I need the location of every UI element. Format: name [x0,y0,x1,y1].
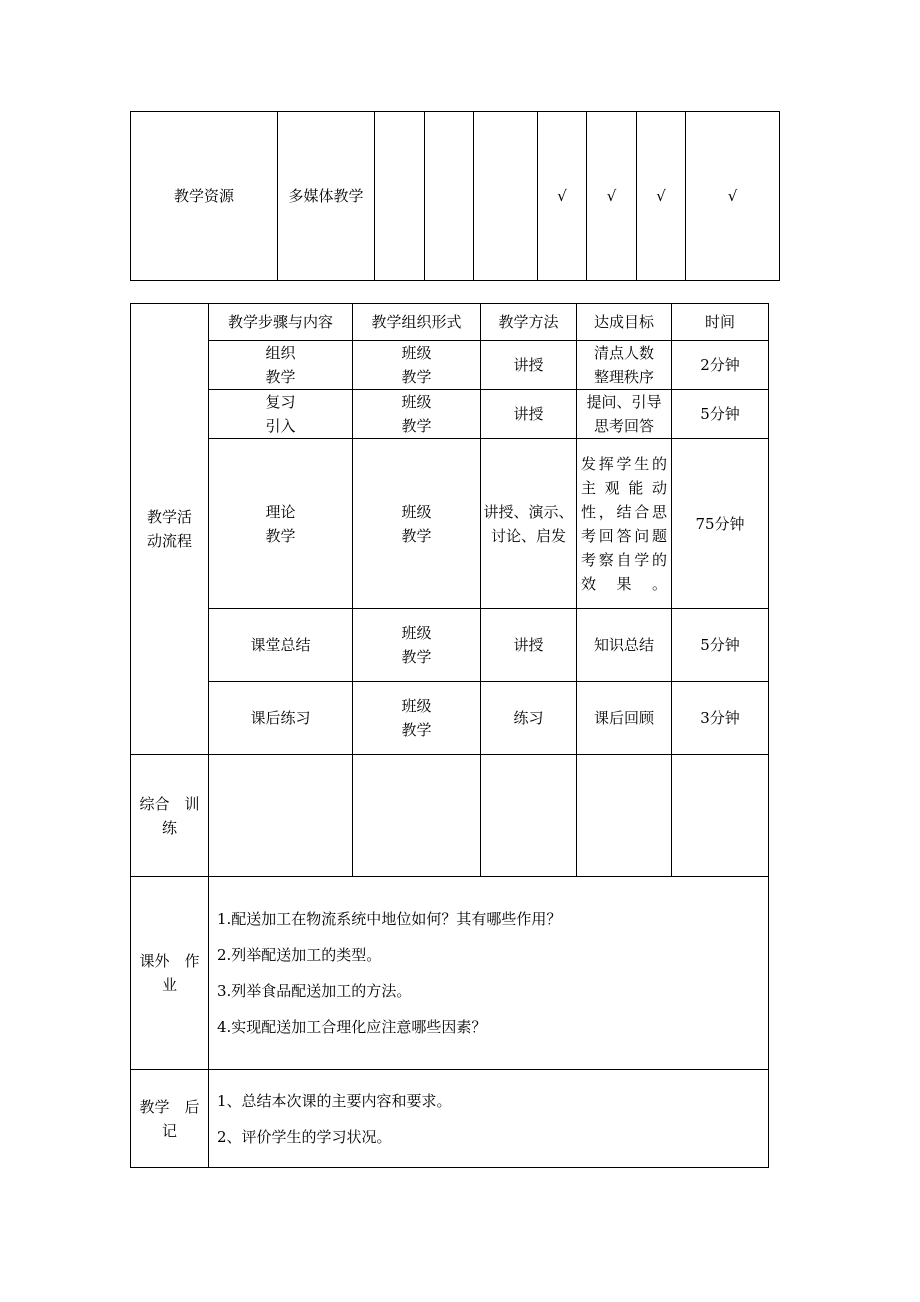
resources-mark [375,112,425,281]
training-label: 综合 训 练 [131,755,209,877]
row-form: 班级 教学 [353,341,481,390]
table-row [131,341,769,390]
row-time: 5分钟 [672,390,769,439]
row-method: 讲授 [481,390,577,439]
row-step: 组织 教学 [209,341,353,390]
training-cell [353,755,481,877]
header-method: 教学方法 [481,304,577,341]
resources-item: 多媒体教学 [278,112,375,281]
row-step: 复习 引入 [209,390,353,439]
row-time: 3分钟 [672,682,769,755]
list-item: 1、总结本次课的主要内容和要求。 [217,1091,452,1110]
row-goal: 发挥学生的主观能动性，结合思考回答问题考察自学的效果。 [577,439,672,609]
resources-table [130,111,780,281]
list-item: 2、评价学生的学习状况。 [217,1127,392,1146]
row-method: 讲授、演示、 讨论、启发 [481,439,577,609]
lesson-plan-table [130,303,769,1168]
table-row [131,439,769,609]
row-method: 练习 [481,682,577,755]
row-step: 理论 教学 [209,439,353,609]
row-step: 课后练习 [209,682,353,755]
homework-content [209,877,769,1070]
row-goal: 知识总结 [577,609,672,682]
row-form: 班级 教学 [353,390,481,439]
list-item: 4.实现配送加工合理化应注意哪些因素？ [217,1018,487,1036]
training-cell [481,755,577,877]
training-cell [672,755,769,877]
table-row [131,682,769,755]
row-method: 讲授 [481,609,577,682]
row-step: 课堂总结 [209,609,353,682]
activity-section-label: 教学活 动流程 [131,304,209,755]
list-item: 3.列举食品配送加工的方法。 [217,982,412,1000]
row-time: 5分钟 [672,609,769,682]
training-cell [209,755,353,877]
row-form: 班级 教学 [353,609,481,682]
row-time: 75分钟 [672,439,769,609]
notes-content [209,1070,769,1168]
notes-label: 教学 后 记 [131,1070,209,1168]
row-goal: 提问、引导 思考回答 [577,390,672,439]
header-goal: 达成目标 [577,304,672,341]
row-form: 班级 教学 [353,682,481,755]
resources-mark [474,112,538,281]
table-row [131,390,769,439]
resources-mark: √ [686,112,780,281]
header-form: 教学组织形式 [353,304,481,341]
row-time: 2分钟 [672,341,769,390]
row-method: 讲授 [481,341,577,390]
resources-mark [425,112,474,281]
row-form: 班级 教学 [353,439,481,609]
resources-mark: √ [587,112,637,281]
resources-mark: √ [538,112,587,281]
table-row [131,609,769,682]
list-item: 1.配送加工在物流系统中地位如何？其有哪些作用？ [217,910,562,928]
resources-label: 教学资源 [131,112,278,281]
header-step: 教学步骤与内容 [209,304,353,341]
training-cell [577,755,672,877]
row-goal: 课后回顾 [577,682,672,755]
resources-mark: √ [637,112,686,281]
homework-label: 课外 作 业 [131,877,209,1070]
list-item: 2.列举配送加工的类型。 [217,946,382,964]
header-time: 时间 [672,304,769,341]
row-goal: 清点人数 整理秩序 [577,341,672,390]
